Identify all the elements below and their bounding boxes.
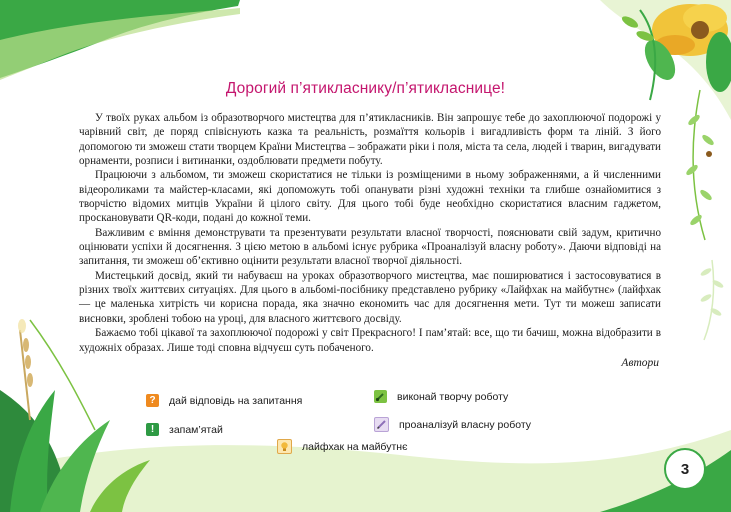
page-number: 3 xyxy=(664,448,706,490)
legend-answer xyxy=(146,394,302,407)
legend-lifehack-label: лайфхак на майбутнє xyxy=(302,440,408,453)
paragraph: Бажаємо тобі цікавої та захоплюючої подорожі у світ Прекрасного! І пам’ятай: все, що ти бачиш, можна відобразити в художніх образах. Лише тоді сповна відчуєш суть побаченого. xyxy=(79,327,661,354)
legend-analyze-label: проаналізуй власну роботу xyxy=(399,418,532,431)
legend-creative xyxy=(374,390,508,403)
legend-creative-label: виконай творчу роботу xyxy=(397,390,509,403)
brush-icon xyxy=(374,390,387,403)
question-icon: ? xyxy=(146,394,159,407)
legend-remember xyxy=(146,423,223,436)
legend-lifehack xyxy=(277,439,407,454)
right-fern xyxy=(700,260,725,340)
paragraph: Важливим є вміння демонструвати та презентувати результати власної творчості, пояснювати свій задум, критично оцінювати успіхи й досягнення. З цією метою в альбомі існує рубрика «Проаналізуй власну роботу». Даючи відповіді на запитання, ти зможеш об’єктивно оцінити результати власної творчої діяльності. xyxy=(79,226,661,268)
paragraph: У твоїх руках альбом із образотворчого мистецтва для п’ятикласників. Він запрошує тебе до захоплюючої подорожі у чарівний світ, де поряд співіснують казка та реальність, розмаїття кольорів і вигадливість форм та ліній. З його допомогою ти зможеш стати творцем Країни Мистецтва – зображати ріки і поля, міста та села, людей і тварин, вигадувати орнаменти, розписи і витинанки, оздоблювати предмети побуту. xyxy=(79,112,661,168)
legend-answer-label: дай відповідь на запитання xyxy=(169,394,303,407)
lightbulb-icon xyxy=(277,439,292,454)
paragraph: Працюючи з альбомом, ти зможеш скористатися не тільки із розміщеними в ньому зображеннями, а й численними відеороликами та майстер-класами, які допоможуть тобі опанувати різні художні техніки та глибше ознайомитися з творчістю відомих митців України й цілого світу. Для цього тобі буде необхідно скористатися власним гаджетом, проскановувати QR-коди, подані до кожної теми. xyxy=(79,169,661,225)
page-title: Дорогий п’ятикласнику/п’ятикласнице! xyxy=(225,80,506,97)
exclamation-icon: ! xyxy=(146,423,159,436)
pencil-icon xyxy=(374,417,389,432)
paragraph: Мистецький досвід, який ти набуваєш на уроках образотворчого мистецтва, має поширюватися і застосовуватися в різних твоїх життєвих ситуаціях. Для цього в альбомі-посібнику представлено рубрику «Лайфхак на майбутнє» (лайфхак — це маленька хитрість чи корисна порада, яка значно економить час для досягнення мети. Тут ти можеш записати висновки, зроблені тобою на уроці, для власного життєвого досвіду. xyxy=(79,269,661,325)
legend-analyze xyxy=(374,417,531,432)
authors-signature: Автори xyxy=(621,357,659,369)
legend-remember-label: запам’ятай xyxy=(169,423,223,436)
intro-text xyxy=(79,111,661,355)
